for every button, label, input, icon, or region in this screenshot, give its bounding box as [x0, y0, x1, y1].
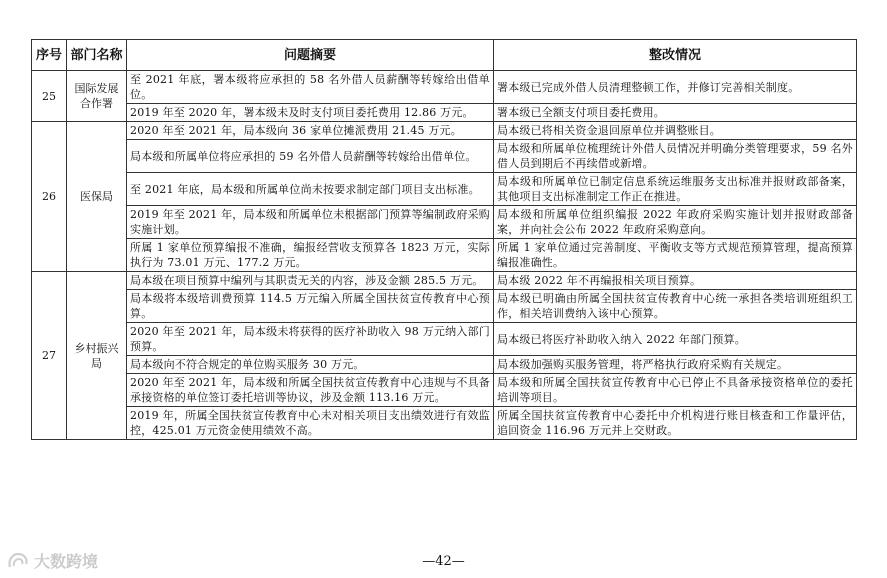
issue-summary: 局本级和所属单位将应承担的 59 名外借人员薪酬等转嫁给出借单位。: [127, 140, 494, 173]
table-row: [32, 71, 857, 104]
rectification-status: 局本级已将医疗补助收入纳入 2022 年部门预算。: [494, 323, 857, 356]
issue-summary: 至 2021 年底，署本级将应承担的 58 名外借人员薪酬等转嫁给出借单位。: [127, 71, 494, 104]
issue-summary: 2019 年，所属全国扶贫宣传教育中心未对相关项目支出绩效进行有效监控，425.01 万元资金使用绩效不高。: [127, 407, 494, 440]
table-row: [32, 239, 857, 272]
table-row: [32, 122, 857, 140]
table-row: [32, 374, 857, 407]
issue-summary: 所属 1 家单位预算编报不准确，编报经营收支预算各 1823 万元，实际执行为 73.01 万元、177.2 万元。: [127, 239, 494, 272]
issue-summary: 2019 年至 2021 年，局本级和所属单位未根据部门预算等编制政府采购实施计划。: [127, 206, 494, 239]
rectification-table: [31, 39, 857, 440]
row-number: 27: [32, 272, 67, 440]
table-row: [32, 140, 857, 173]
table-row: [32, 104, 857, 122]
rectification-status: 局本级已明确由所属全国扶贫宣传教育中心统一承担各类培训班组织工作，相关培训费纳入该中心预算。: [494, 290, 857, 323]
table-row: [32, 356, 857, 374]
department-name: 乡村振兴局: [67, 272, 127, 440]
header-fix: 整改情况: [494, 40, 857, 71]
rectification-status: 局本级和所属单位已制定信息系统运维服务支出标准并报财政部备案，其他项目支出标准制定工作正在推进。: [494, 173, 857, 206]
issue-summary: 局本级在项目预算中编列与其职责无关的内容，涉及金额 285.5 万元。: [127, 272, 494, 290]
header-no: 序号: [32, 40, 67, 71]
issue-summary: 2020 年至 2021 年，局本级未将获得的医疗补助收入 98 万元纳入部门预算。: [127, 323, 494, 356]
issue-summary: 2020 年至 2021 年，局本级向 36 家单位摊派费用 21.45 万元。: [127, 122, 494, 140]
department-name: 国际发展合作署: [67, 71, 127, 122]
rectification-status: 所属 1 家单位通过完善制度、平衡收支等方式规范预算管理，提高预算编报准确性。: [494, 239, 857, 272]
header-issue: 问题摘要: [127, 40, 494, 71]
rectification-status: 局本级 2022 年不再编报相关项目预算。: [494, 272, 857, 290]
page-number: —42—: [422, 554, 465, 569]
rectification-status: 署本级已完成外借人员清理整顿工作，并修订完善相关制度。: [494, 71, 857, 104]
rectification-status: 所属全国扶贫宣传教育中心委托中介机构进行账目核查和工作量评估，追回资金 116.96 万元并上交财政。: [494, 407, 857, 440]
table-row: [32, 272, 857, 290]
issue-summary: 2019 年至 2020 年，署本级未及时支付项目委托费用 12.86 万元。: [127, 104, 494, 122]
rectification-status: 局本级和所属全国扶贫宣传教育中心已停止不具备承接资格单位的委托培训等项目。: [494, 374, 857, 407]
row-number: 25: [32, 71, 67, 122]
row-number: 26: [32, 122, 67, 272]
issue-summary: 局本级将本级培训费预算 114.5 万元编入所属全国扶贫宣传教育中心预算。: [127, 290, 494, 323]
issue-summary: 至 2021 年底，局本级和所属单位尚未按要求制定部门项目支出标准。: [127, 173, 494, 206]
department-name: 医保局: [67, 122, 127, 272]
issue-summary: 局本级向不符合规定的单位购买服务 30 万元。: [127, 356, 494, 374]
table-row: [32, 323, 857, 356]
table-row: [32, 290, 857, 323]
table-row: [32, 206, 857, 239]
rectification-status: 署本级已全额支付项目委托费用。: [494, 104, 857, 122]
watermark-text: 大数跨境: [34, 552, 99, 571]
table-row: [32, 407, 857, 440]
rectification-status: 局本级和所属单位组织编报 2022 年政府采购实施计划并报财政部备案，并向社会公布 2022 年政府采购意向。: [494, 206, 857, 239]
rectification-status: 局本级和所属单位梳理统计外借人员情况并明确分类管理要求，59 名外借人员到期后不再续借或新增。: [494, 140, 857, 173]
rectification-status: 局本级已将相关资金退回原单位并调整账目。: [494, 122, 857, 140]
issue-summary: 2020 年至 2021 年，局本级和所属全国扶贫宣传教育中心违规与不具备承接资格的单位签订委托培训等协议，涉及金额 113.16 万元。: [127, 374, 494, 407]
table-row: [32, 173, 857, 206]
table-header-row: [32, 40, 857, 71]
header-dept: 部门名称: [67, 40, 127, 71]
rectification-status: 局本级加强购买服务管理，将严格执行政府采购有关规定。: [494, 356, 857, 374]
